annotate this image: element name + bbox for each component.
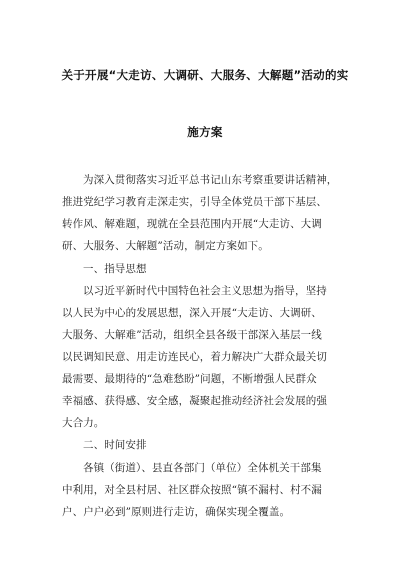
intro-line-1: 为深入贯彻落实习近平总书记山东考察重要讲话精神， [83, 174, 338, 186]
intro-line-3: 转作风、解难题，现就在全县范围内开展“大走访、大调 [62, 218, 322, 230]
section-heading-time-arrangement: 二、时间安排 [83, 439, 147, 451]
ideology-line-6: 幸福感、获得感、安全感，凝聚起推动经济社会发展的强 [62, 395, 327, 407]
intro-line-4: 研、大服务、大解题”活动，制定方案如下。 [62, 240, 269, 252]
document-title-line-1: 关于开展“大走访、大调研、大服务、大解题”活动的实 [61, 68, 349, 82]
ideology-line-4: 以民调知民意、用走访连民心，着力解决广大群众最关切 [62, 351, 327, 363]
ideology-line-7: 大合力。 [62, 417, 105, 429]
document-title-line-2: 施方案 [187, 125, 223, 139]
ideology-line-5: 最需要、最期待的“急难愁盼”问题，不断增强人民群众 [62, 373, 317, 385]
intro-line-2: 推进党纪学习教育走深走实，引导全体党员干部下基层、 [62, 196, 327, 208]
schedule-line-2: 中利用，对全县村居、社区群众按照“镇不漏村、村不漏 [62, 484, 322, 496]
ideology-line-2: 以人民为中心的发展思想，深入开展“大走访、大调研、 [62, 307, 322, 319]
schedule-line-3: 户、户户必到”原则进行走访，确保实现全覆盖。 [62, 506, 291, 518]
ideology-line-1: 以习近平新时代中国特色社会主义思想为指导，坚持 [83, 285, 327, 297]
section-heading-guiding-ideology: 一、指导思想 [83, 263, 147, 275]
schedule-line-1: 各镇（街道）、县直各部门（单位）全体机关干部集 [83, 462, 322, 474]
ideology-line-3: 大服务、大解难”活动，组织全县各级干部深入基层一线 [62, 329, 322, 341]
